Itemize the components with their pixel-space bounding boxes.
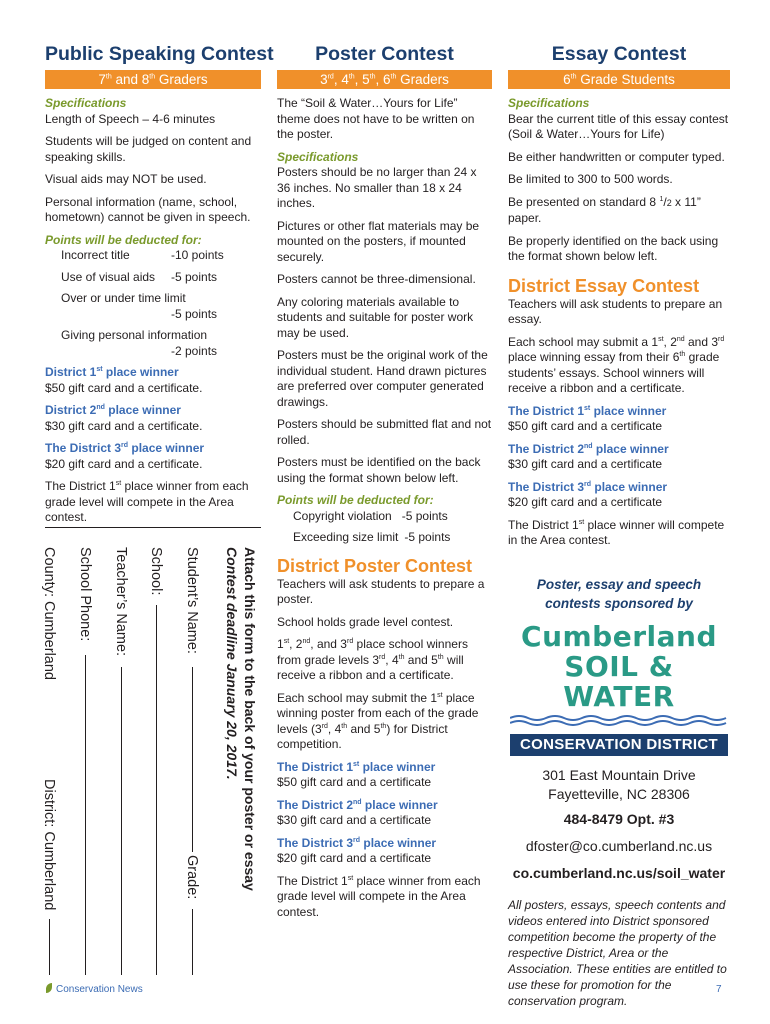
poster-d-submit: Each school may submit the 1st place winning poster from each of the grade levels (3rd, 4th and 5th) for District competition. [277, 690, 479, 751]
essay-d-submit: Each school may submit a 1st, 2nd and 3rd place winning essay from their 6th grade students’ essays. School winners will receive a ribbon and a certificate. [508, 334, 725, 395]
essay-title-rule: Bear the current title of this essay contest (Soil & Water…Yours for Life) [508, 111, 729, 141]
speech-length: Length of Speech – 4-6 minutes [45, 111, 216, 126]
form-attach-text: Attach this form to the back of your poster or essay [242, 547, 258, 891]
speech-deduct-label: Points will be deducted for: [45, 232, 202, 247]
school-phone-line[interactable] [85, 655, 86, 975]
poster-original: Posters must be the original work of the individual student. Hand drawn pictures are preferred over computer generated drawings. [277, 348, 488, 409]
speech-deduction [45, 248, 261, 264]
grade-line[interactable] [192, 909, 193, 975]
essay-winner-1: The District 1st place winner [508, 403, 667, 418]
student-name-line[interactable] [192, 667, 193, 852]
deduction-points: -2 points [171, 343, 218, 358]
district-line [49, 919, 50, 975]
speech-spec-label: Specifications [45, 96, 127, 110]
poster-identified: Posters must be identified on the back using the format shown below left. [277, 455, 481, 485]
sponsor-phone: 484-8479 Opt. #3 [563, 810, 675, 827]
speech-column [45, 40, 274, 533]
page-number: 7 [716, 984, 722, 995]
essay-limited: Be limited to 300 to 500 words. [508, 172, 673, 186]
form-school-label: School: [148, 547, 164, 596]
footer-publication [46, 982, 143, 998]
sponsor-email[interactable]: dfoster@co.cumberland.nc.us [525, 838, 713, 854]
poster-d-school: School holds grade level contest. [277, 614, 454, 629]
essay-paper: Be presented on standard 8 $^1$/2 x 11” paper. [508, 194, 701, 225]
poster-winner-2: The District 2nd place winner [277, 797, 438, 812]
form-phone-label: School Phone: [77, 547, 93, 642]
logo-line-1: Cumberland [521, 619, 717, 653]
essay-title: Essay Contest [551, 43, 687, 65]
essay-grade-band: 6th Grade Students [508, 70, 730, 89]
speech-deduction [45, 328, 261, 359]
poster-title: Poster Contest [315, 43, 454, 65]
essay-prize-2: $30 gift card and a certificate [508, 457, 663, 471]
poster-coloring: Any coloring materials available to students and suitable for poster work may be used. [277, 294, 474, 340]
form-divider [45, 527, 261, 528]
deduction-item: Use of visual aids [61, 269, 156, 284]
address-2: Fayetteville, NC 28306 [548, 785, 690, 802]
deduction-points: -5 points [171, 269, 218, 284]
sponsor-text: Poster, essay and speech contests sponsored by [536, 576, 702, 611]
essay-d-teachers: Teachers will ask students to prepare an essay. [508, 296, 723, 326]
district-poster-title: District Poster Contest [277, 555, 473, 576]
speech-winner-3: The District 3rd place winner [45, 441, 205, 455]
essay-column [508, 40, 730, 1009]
form-teacher-label: Teacher’s Name: [113, 547, 129, 657]
deduction-item: Incorrect title [61, 248, 130, 262]
poster-deduct-label: Points will be deducted for: [277, 493, 434, 507]
sponsor-website[interactable]: co.cumberland.nc.us/soil_water [512, 864, 726, 881]
publication-name: Conservation News [56, 984, 143, 995]
address-1: 301 East Mountain Drive [542, 766, 696, 783]
speech-deduction [45, 270, 261, 286]
poster-prize-1: $50 gift card and a certificate [277, 775, 432, 789]
form-grade-label: Grade: [184, 855, 200, 900]
district-essay-title: District Essay Contest [508, 275, 700, 296]
speech-title: Public Speaking Contest [45, 43, 274, 65]
poster-prize-3: $20 gift card and a certificate [277, 851, 432, 865]
deduction-points: -5 points [401, 508, 448, 523]
poster-grade-band: 3rd, 4th, 5th, 6th Graders [277, 70, 492, 89]
poster-d-places: 1st, 2nd, and 3rd place school winners from grade levels 3rd, 4th and 5th will receive a ribbon and a certificate. [277, 637, 468, 682]
form-district: District: Cumberland [41, 779, 57, 911]
school-line[interactable] [156, 605, 157, 975]
essay-identified: Be properly identified on the back using the format shown below left. [508, 233, 719, 263]
form-county: County: Cumberland [41, 547, 57, 680]
leaf-icon [46, 983, 52, 993]
deduction-points: -5 points [404, 530, 451, 544]
teacher-name-line[interactable] [121, 667, 122, 975]
cumberland-logo [510, 621, 728, 756]
property-note: All posters, essays, speech contents and videos entered into District sponsored competition become the property of the respective District, Area or the Association. These entities are entitled to use these for promotion for the conservation program. [508, 898, 727, 1008]
essay-prize-3: $20 gift card and a certificate [508, 495, 663, 509]
deduction-item: Giving personal information [61, 328, 208, 342]
poster-theme: The “Soil & Water…Yours for Life” theme does not have to be written on the poster. [277, 96, 475, 141]
essay-handwritten: Be either handwritten or computer typed. [508, 149, 725, 164]
logo-line-3: CONSERVATION DISTRICT [510, 734, 728, 756]
essay-winner-3: The District 3rd place winner [508, 479, 668, 494]
speech-prize-1: $50 gift card and a certificate. [45, 380, 203, 395]
poster-spec-label: Specifications [277, 149, 359, 164]
poster-area: The District 1st place winner from each grade level will compete in the Area contest. [277, 873, 481, 919]
entry-form [41, 547, 261, 977]
form-deadline-text: Contest deadline January 20, 2017. [224, 547, 240, 780]
speech-personal: Personal information (name, school, hometown) cannot be given in speech. [45, 194, 251, 224]
poster-winner-1: The District 1st place winner [277, 759, 436, 774]
speech-judged: Students will be judged on content and speaking skills. [45, 134, 252, 164]
speech-deduction [45, 291, 261, 322]
poster-size: Posters should be no larger than 24 x 36 inches. No smaller than 18 x 24 inches. [277, 165, 477, 210]
wave-icon [510, 714, 728, 726]
logo-line-2: SOIL & WATER [563, 649, 675, 713]
essay-prize-1: $50 gift card and a certificate [508, 419, 663, 433]
essay-area: The District 1st place winner will compete in the Area contest. [508, 517, 725, 547]
poster-mounted: Pictures or other flat materials may be mounted on the posters, if mounted securely. [277, 218, 480, 264]
speech-visual: Visual aids may NOT be used. [45, 172, 207, 186]
poster-d-teachers: Teachers will ask students to prepare a poster. [277, 576, 485, 606]
deduction-item: Exceeding size limit [293, 530, 399, 544]
deduction-points: -10 points [171, 248, 224, 262]
speech-grade-band: 7th and 8th Graders [45, 70, 261, 89]
speech-winner-1: District 1st place winner [45, 365, 179, 379]
poster-rolled: Posters should be submitted flat and not rolled. [277, 417, 492, 447]
form-student-label: Student’s Name: [184, 547, 200, 654]
poster-column [277, 40, 492, 927]
deduction-item: Over or under time limit [61, 291, 186, 305]
poster-deduction [277, 509, 492, 525]
essay-spec-label: Specifications [508, 96, 590, 110]
poster-deduction [277, 530, 492, 546]
essay-winner-2: The District 2nd place winner [508, 441, 669, 456]
poster-3d: Posters cannot be three-dimensional. [277, 272, 476, 286]
deduction-points: -5 points [171, 306, 218, 321]
poster-prize-2: $30 gift card and a certificate [277, 813, 432, 827]
poster-winner-3: The District 3rd place winner [277, 835, 437, 850]
speech-prize-3: $20 gift card and a certificate. [45, 456, 203, 471]
speech-prize-2: $30 gift card and a certificate. [45, 418, 203, 433]
speech-area: The District 1st place winner from each grade level will compete in the Area contest. [45, 479, 249, 524]
speech-winner-2: District 2nd place winner [45, 403, 181, 417]
deduction-item: Copyright violation [293, 508, 392, 523]
